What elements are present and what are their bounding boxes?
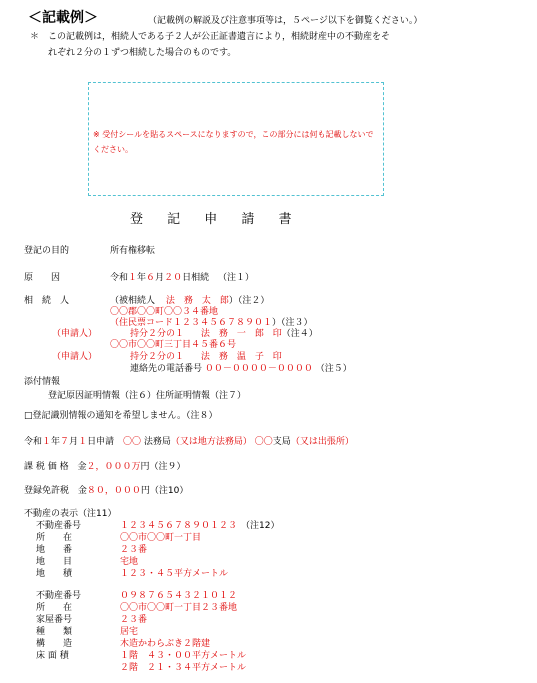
applicant-1-name: 法 務 一 郎 — [200, 329, 264, 339]
applicant-2-share: 持分２分の１ — [130, 352, 185, 362]
phone-line — [130, 361, 352, 374]
cause-era: 令和 — [110, 273, 129, 283]
application-suffix: 日申請 — [87, 437, 115, 447]
structure-label: 構 造 — [36, 639, 73, 649]
application-line — [24, 434, 354, 447]
branch: 支局 — [272, 437, 291, 447]
heir-label: 相 続 人 — [24, 296, 70, 306]
floor-area-2: ２階 ２１・３４平方メートル — [120, 663, 247, 673]
land-lot-label: 地 番 — [36, 545, 73, 555]
application-month-unit: 月 — [69, 437, 79, 447]
applicant-2-label: （申請人） — [52, 352, 98, 362]
floor-area-label: 床 面 積 — [36, 651, 69, 661]
seal-2: 印 — [272, 352, 282, 362]
reference-note: （記載例の解説及び注意事項等は，５ページ以下を御覧ください。） — [148, 16, 423, 26]
cause-label: 原 因 — [24, 273, 61, 283]
building-type-label: 種 類 — [36, 627, 73, 637]
cause-month-unit: 月 — [155, 273, 165, 283]
cause-month: ６ — [146, 273, 156, 283]
branch-alt: （又は出張所） — [290, 437, 354, 447]
tax-base-prefix: 金 — [77, 462, 87, 472]
resident-code-close: ）（注３） — [272, 318, 313, 328]
note-line-1: この記載例は，相続人である子２人が公正証書遺言により，相続財産中の不動産をそ — [48, 32, 391, 42]
property-heading: 不動産の表示（注11） — [24, 509, 117, 519]
seal-1: 印 — [272, 329, 282, 339]
applicant-1-label: （申請人） — [52, 329, 98, 339]
license-tax-label: 登録免許税 — [24, 486, 70, 496]
application-day: １ — [78, 437, 88, 447]
application-year-unit: 年 — [51, 437, 61, 447]
land-location-label: 所 在 — [36, 533, 73, 543]
decedent-name: 法 務 太 郎 — [165, 296, 229, 306]
decedent-note: ）（注２） — [228, 296, 270, 306]
note-line-2: れぞれ２分の１ずつ相続した場合のものです。 — [48, 48, 237, 58]
structure: 木造かわらぶき２階建 — [120, 639, 211, 649]
cause-year-unit: 年 — [137, 273, 147, 283]
applicant-1-note: （注４） — [281, 329, 318, 339]
cause-day: ２０ — [164, 273, 183, 283]
phone-label: 連絡先の電話番号 — [130, 364, 203, 374]
house-number: ２３番 — [120, 615, 148, 625]
land-area-label: 地 積 — [36, 569, 73, 579]
license-tax-prefix: 金 — [77, 486, 87, 496]
land-location: 〇〇市〇〇町一丁目 — [120, 533, 202, 543]
attachments-value: 登記原因証明情報（注６）住所証明情報（注７） — [48, 391, 247, 401]
phone-number: ００－００００－００００ — [204, 364, 313, 374]
receipt-sticker-area — [88, 82, 384, 196]
building-number-label: 不動産番号 — [36, 591, 82, 601]
cause-note: （注１） — [217, 273, 254, 283]
building-type: 居宅 — [120, 627, 139, 637]
tax-base-label: 課 税 価 格 — [24, 462, 69, 472]
land-category-label: 地 目 — [36, 557, 73, 567]
heading: ＜記載例＞ — [28, 10, 98, 26]
sticker-instruction: ※ 受付シールを貼るスペースになりますので，この部分には何も記載しないでください。 — [93, 130, 374, 154]
license-tax-line — [24, 483, 188, 496]
cause-suffix: 日相続 — [182, 273, 210, 283]
applicant-2-name: 法 務 温 子 — [200, 352, 264, 362]
building-location: 〇〇市〇〇町一丁目２３番地 — [120, 603, 238, 613]
floor-area-1: １階 ４３・００平方メートル — [120, 651, 247, 661]
applicant-1-share: 持分２分の１ — [130, 329, 185, 339]
cause-value — [110, 270, 254, 283]
decedent-address: 〇〇郡〇〇町〇〇３４番地 — [110, 307, 219, 317]
decedent-label: （被相続人 — [110, 296, 156, 306]
tax-base-suffix: 円（注９） — [140, 462, 186, 472]
land-number-label: 不動産番号 — [36, 521, 82, 531]
application-year: １ — [42, 437, 52, 447]
bureau-prefix: 〇〇 — [122, 437, 141, 447]
application-era: 令和 — [24, 437, 43, 447]
land-number-note: （注12） — [241, 521, 280, 531]
bureau-alt: （又は地方法務局） — [170, 437, 252, 447]
building-number: ０９８７６５４３２１０１２ — [120, 591, 238, 601]
building-location-label: 所 在 — [36, 603, 73, 613]
no-notification-checkbox[interactable]: □登記識別情報の通知を希望しません。（注８） — [24, 411, 218, 421]
attachments-label: 添付情報 — [24, 377, 61, 387]
tax-base-line — [24, 459, 186, 472]
resident-code: １２３４５６７８９０１ — [173, 318, 273, 328]
resident-code-open: （住民票コード — [110, 318, 174, 328]
note-mark: ＊ — [30, 32, 40, 42]
form-title: 登 記 申 請 書 — [130, 212, 302, 227]
land-category: 宅地 — [120, 557, 139, 567]
license-tax-amount: ８０，０００ — [86, 486, 141, 496]
land-number: １２３４５６７８９０１２３ — [120, 521, 238, 531]
cause-year: １ — [128, 273, 138, 283]
application-month: ７ — [60, 437, 70, 447]
bureau: 法務局 — [143, 437, 171, 447]
purpose-value: 所有権移転 — [110, 246, 156, 256]
phone-note: （注５） — [315, 364, 352, 374]
applicant-address: 〇〇市〇〇町三丁目４５番６号 — [110, 340, 237, 350]
tax-base-amount: ２，０００万 — [86, 462, 141, 472]
license-tax-suffix: 円（注10） — [140, 486, 189, 496]
land-lot: ２３番 — [120, 545, 148, 555]
land-area: １２３・４５平方メートル — [120, 569, 229, 579]
purpose-label: 登記の目的 — [24, 246, 70, 256]
house-number-label: 家屋番号 — [36, 615, 73, 625]
branch-prefix: 〇〇 — [254, 437, 273, 447]
